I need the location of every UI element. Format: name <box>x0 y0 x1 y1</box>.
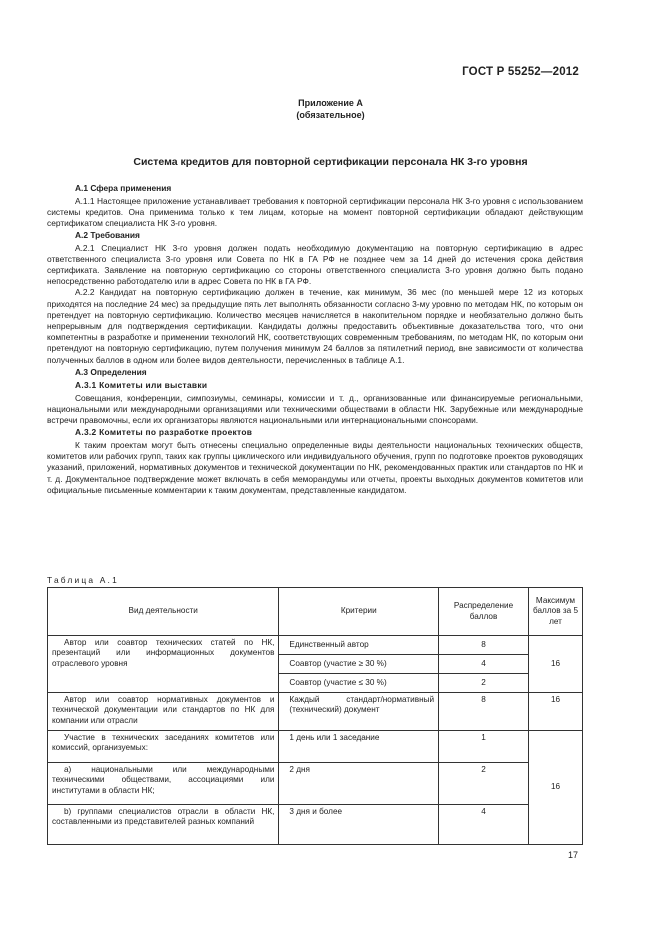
activity-cell: b) группами специалистов отрасли в области НК, составленными из представителей разных компаний <box>48 805 279 845</box>
section-a3-heading: А.3 Определения <box>75 366 147 377</box>
activity-cell: Участие в технических заседаниях комитетов или комиссий, организуемых: <box>48 731 279 763</box>
table-row <box>48 731 583 763</box>
credits-table <box>47 587 583 845</box>
table-row <box>48 805 583 845</box>
max-cell: 16 <box>528 636 582 693</box>
criteria-cell: Соавтор (участие ≤ 30 %) <box>279 674 439 693</box>
header-points: Распределение баллов <box>439 588 529 636</box>
paragraph-a3-1: Совещания, конференции, симпозиумы, семинары, комиссии и т. д., организованные или финансируемые региональными, национальными или международными организациями или техническими обществами в области НК. Зарубежные или международные встречи правомочны, если их организаторы являются национальными или интернациональными спонсорами. <box>47 392 583 426</box>
points-cell: 8 <box>439 693 529 731</box>
table-row <box>48 693 583 731</box>
header-activity: Вид деятельности <box>48 588 279 636</box>
max-cell: 16 <box>528 731 582 845</box>
annex-status: (обязательное) <box>296 110 365 120</box>
table-caption: Таблица А.1 <box>47 575 119 585</box>
section-a2-heading: А.2 Требования <box>75 230 140 241</box>
page-number: 17 <box>567 850 578 860</box>
criteria-cell: Единственный автор <box>279 636 439 655</box>
points-cell: 4 <box>439 805 529 845</box>
section-a3-1-heading: А.3.1 Комитеты или выставки <box>75 380 208 391</box>
section-a3-2-heading: А.3.2 Комитеты по разработке проектов <box>75 427 253 438</box>
section-a1-heading: А.1 Сфера применения <box>75 183 172 193</box>
paragraph-a3-2: К таким проектам могут быть отнесены специально определенные виды деятельности национальных технических обществ, комитетов или рабочих групп, таких как группы циклического или индивидуального обучения, групп по подготовке проектов руководящих указаний, приложений, нормативных документов и технической документации по НК, рекомендованных практик или стандартов по НК и т. д. Документальное подтверждение может включать в себя меморандумы или отчеты, проекты выходных документов комитетов или официальные письменные комментарии к таким документам, представленные кандидатом. <box>47 439 583 495</box>
table-header-row <box>48 588 583 636</box>
annex-name: Приложение А <box>298 98 363 108</box>
paragraph-a2-2: А.2.2 Кандидат на повторную сертификацию должен в течение, как минимум, 36 мес (по меньшей мере 12 из которых приходятся на последние 24 мес) за предыдущие пять лет выполнять обязанности согласно 3-му уровню по методам НК, по которым он претендует на повторную сертификацию. Количество месяцев начисляется в накопительном порядке и необязательно должно быть непрерывным для подтверждения сертификации. Кандидаты должны предоставить объективные доказательства того, что они компетентны в разработке и применении технологий НК, соответствующих современным требованиям, по методам НК, по которым они претендуют на повторную сертификацию, путем получения минимум 24 баллов за пятилетний период, вне зависимости от количества полученных баллов в одном или более видов деятельности, перечисленных в таблице А.1. <box>47 287 583 365</box>
standard-number: ГОСТ Р 55252—2012 <box>462 66 579 78</box>
annex-title: Система кредитов для повторной сертификации персонала НК 3-го уровня <box>133 156 528 168</box>
criteria-cell: 2 дня <box>279 763 439 805</box>
points-cell: 2 <box>439 674 529 693</box>
max-cell: 16 <box>528 693 582 731</box>
criteria-cell: Соавтор (участие ≥ 30 %) <box>279 655 439 674</box>
criteria-cell: Каждый стандарт/нормативный (технический) документ <box>279 693 439 731</box>
criteria-cell: 1 день или 1 заседание <box>279 731 439 763</box>
paragraph-a2-1: А.2.1 Специалист НК 3-го уровня должен подать необходимую документацию на повторную сертификацию в адрес ответственного специалиста 3-го уровня или Совета по НК в ГА РФ не позднее чем за 14 дней до истечения срока действия сертификата. Заявление на повторную сертификацию со стороны ответственного специалиста 3-го уровня должно быть подано непосредственно работодателю или в адрес Совета по НК в ГА РФ. <box>47 242 583 287</box>
activity-cell: а) национальными или международными техническими обществами, ассоциациями или институтами в области НК; <box>48 763 279 805</box>
activity-cell: Автор или соавтор нормативных документов и технической документации или стандартов по НК для компании или отрасли <box>48 693 279 731</box>
points-cell: 2 <box>439 763 529 805</box>
paragraph-a1-1: А.1.1 Настоящее приложение устанавливает требования к повторной сертификации персонала НК 3-го уровня с использованием системы кредитов. Она применима только к тем лицам, которые на момент повторной сертификации обладают действующим сертификатом специалиста НК 3-го уровня. <box>47 195 583 228</box>
points-cell: 8 <box>439 636 529 655</box>
points-cell: 1 <box>439 731 529 763</box>
body-text <box>47 182 583 496</box>
table-row <box>48 763 583 805</box>
criteria-cell: 3 дня и более <box>279 805 439 845</box>
table-row <box>48 636 583 655</box>
header-max: Максимум баллов за 5 лет <box>528 588 582 636</box>
points-cell: 4 <box>439 655 529 674</box>
header-criteria: Критерии <box>279 588 439 636</box>
activity-cell: Автор или соавтор технических статей по НК, презентаций или информационных документов отраслевого уровня <box>48 636 279 693</box>
